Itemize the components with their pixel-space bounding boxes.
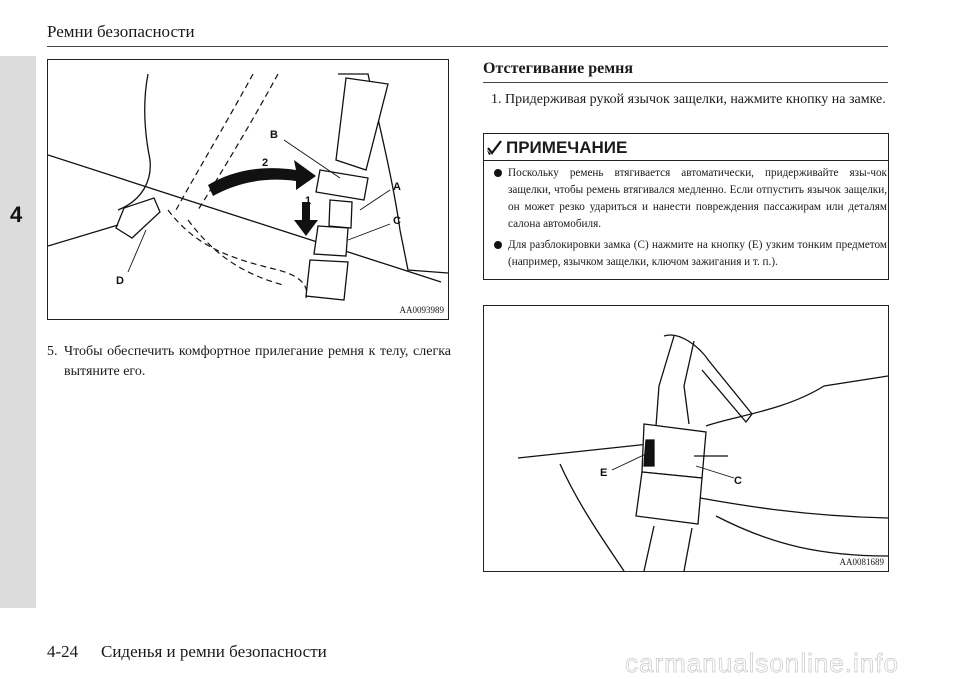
figure-code: AA0093989 [399,305,444,315]
callout-b: B [270,129,278,141]
note-box [483,133,889,280]
note-title: ПРИМЕЧАНИЕ [506,138,628,157]
figure-code: AA0081689 [839,557,884,567]
watermark-text: carmanualsonline.info [625,648,899,678]
note-divider [484,160,888,161]
section-title: Отстегивание ремня [483,60,633,77]
chapter-sidebar-tab [0,56,36,608]
note-item-text: Для разблокировки замка (C) нажмите на кнопку (E) узким тонким предметом (например, язычком защелки, ключом зажигания и т. п.). [508,239,887,268]
note-item [494,237,887,271]
step-5 [47,342,451,382]
note-item-text: Поскольку ремень втягивается автоматически, придерживайте язы-чок защелки, чтобы ремень втягивался медленно. Если отпустить язычок защелки, он может резко удариться и нанести повреждения пассажирам или деталям салона автомобиля. [508,167,887,230]
callout-c: C [734,475,742,487]
buckle-release-illustration [484,306,888,571]
callout-e: E [600,467,608,479]
figure-buckle-release [483,305,889,572]
belt-fastening-illustration [48,60,448,319]
callout-a: A [393,181,401,193]
callout-2: 2 [262,157,269,169]
step-1 [483,90,888,110]
section-divider [483,82,888,83]
step-number: 5. [47,344,58,359]
callout-c: C [393,215,401,227]
bullet-icon [494,241,502,249]
callout-1: 1 [305,195,312,207]
header-divider [47,46,888,47]
bullet-icon [494,169,502,177]
page-number: 4-24 [47,642,79,661]
figure-belt-buckle-fastening [47,59,449,320]
page-header-title: Ремни безопасности [47,22,195,41]
step-text: Придерживая рукой язычок защелки, нажмите кнопку на замке. [505,92,886,107]
note-list [494,165,887,275]
note-item [494,165,887,233]
footer-section-title: Сиденья и ремни безопасности [101,642,327,661]
pencil-check-icon [486,139,503,156]
step-text: Чтобы обеспечить комфортное прилегание ремня к телу, слегка вытяните его. [64,344,451,379]
step-number: 1. [491,92,502,107]
chapter-number: 4 [10,202,23,227]
callout-d: D [116,275,124,287]
